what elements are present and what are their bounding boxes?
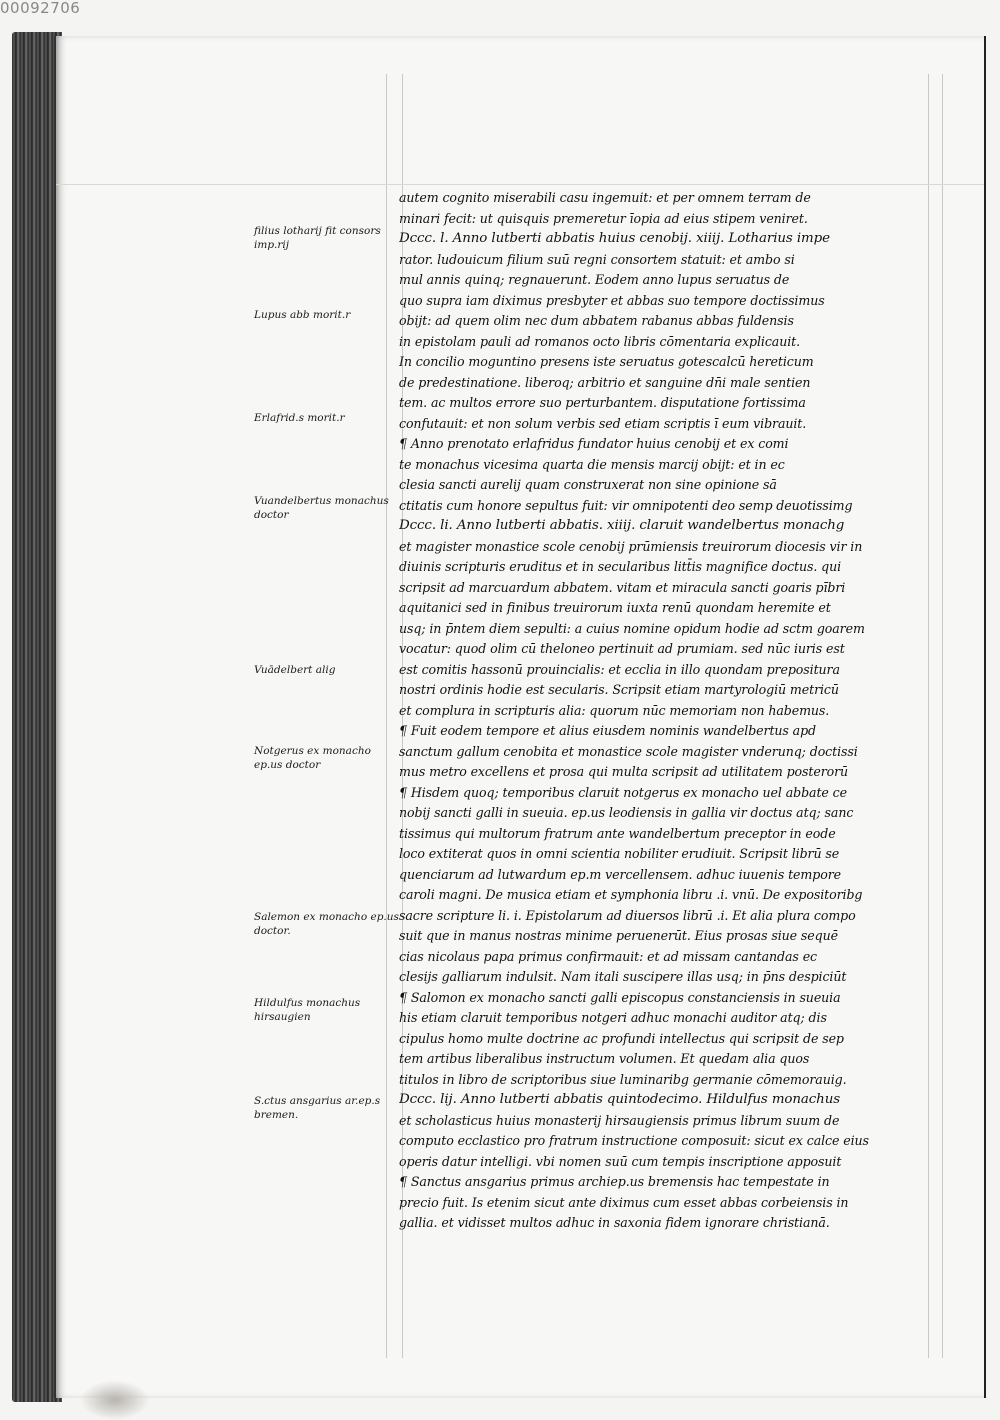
text-line: cipulus homo multe doctrine ac profundi intellectus qui scripsit de sep xyxy=(399,1030,844,1046)
text-line: obijt: ad quem olim nec dum abbatem rabanus abbas fuldensis xyxy=(399,313,794,328)
text-line: scripsit ad marcuardum abbatem. vitam et miracula sancti goaris pībri xyxy=(399,579,846,595)
text-line: et scholasticus huius monasterij hirsaugiensis primus librum suum de xyxy=(399,1112,840,1128)
text-line: clesia sancti aurelij quam construxerat non sine opinione sā xyxy=(399,477,777,492)
text-line: ¶ Fuit eodem tempore et alius eiusdem nominis wandelbertus apd xyxy=(399,723,817,738)
margin-note: Salemon ex monacho ep.us doctor. xyxy=(254,911,399,937)
text-line: computo ecclastico pro fratrum instructione composuit: sicut ex calce eius xyxy=(399,1133,869,1148)
text-line: precio fuit. Is etenim sicut ante diximus cum esset abbas corbeiensis in xyxy=(399,1194,849,1210)
text-line: titulos in libro de scriptoribus siue luminaribg germanie cōmemorauig. xyxy=(399,1071,847,1087)
text-line: operis datur intelligi. vbi nomen suū cum tempis inscriptione apposuit xyxy=(399,1153,842,1169)
ruling-line xyxy=(386,74,387,1358)
text-line: est comitis hassonū prouincialis: et ecclia in illo quondam prepositura xyxy=(399,661,840,677)
text-line: in epistolam pauli ad romanos octo libris cōmentaria explicauit. xyxy=(399,333,801,349)
text-line: ctitatis cum honore sepultus fuit: vir omnipotenti deo semp deuotissimg xyxy=(399,497,853,513)
text-line: gallia. et vidisset multos adhuc in saxonia fidem ignorare christianā. xyxy=(399,1215,830,1230)
ruling-line xyxy=(56,184,984,185)
text-line: ¶ Hisdem quoq; temporibus claruit notgerus ex monacho uel abbate ce xyxy=(399,784,847,800)
text-line: his etiam claruit temporibus notgeri adhuc monachi auditor atq; dis xyxy=(399,1010,827,1025)
text-line: nobij sancti galli in sueuia. ep.us leodiensis in gallia vir doctus atq; sanc xyxy=(399,805,854,820)
text-line: loco extiterat quos in omni scientia nobiliter erudiuit. Scripsit librū se xyxy=(399,846,840,861)
scan-id-label: 00092706 xyxy=(0,0,81,17)
margin-note: Notgerus ex monacho ep.us doctor xyxy=(254,745,371,771)
text-line: diuinis scripturis eruditus et in secularibus litt̄is magnifice doctus. qui xyxy=(399,559,842,574)
text-line: autem cognito miserabili casu ingemuit: et per omnem terram de xyxy=(399,190,811,205)
text-line: rator. ludouicum filium suū regni consortem statuit: et ambo si xyxy=(399,251,795,267)
margin-note: Vuādelbert alig xyxy=(254,664,336,676)
text-line: mus metro excellens et prosa qui multa scripsit ad utilitatem posterorū xyxy=(399,764,849,779)
margin-note: filius lotharij fit consors imp.rij xyxy=(254,225,381,251)
text-line: minari fecit: ut quisquis premeretur īopia ad eius stipem veniret. xyxy=(399,210,808,226)
text-line: suit que in manus nostras minime peruenerūt. Eius prosas siue sequē xyxy=(399,928,838,943)
text-line: quenciarum ad lutwardum ep.m vercellensem. adhuc iuuenis tempore xyxy=(399,866,841,882)
text-line: mul annis quinq; regnauerunt. Eodem anno lupus seruatus de xyxy=(399,272,790,287)
text-line: confutauit: et non solum verbis sed etiam scriptis ī eum vibrauit. xyxy=(399,415,807,431)
text-line: quo supra iam diximus presbyter et abbas suo tempore doctissimus xyxy=(399,292,825,308)
text-line: cias nicolaus papa primus confirmauit: et ad missam cantandas ec xyxy=(399,948,818,964)
text-line: caroli magni. De musica etiam et symphonia libru .i. vnū. De expositoribg xyxy=(399,887,863,902)
manuscript-page xyxy=(54,36,986,1398)
text-line: vocatur: quod olim cū theloneo pertinuit ad prumiam. sed nūc iuris est xyxy=(399,641,845,656)
text-line: Dccc. lij. Anno lutberti abbatis quintodecimo. Hildulfus monachus xyxy=(399,1092,841,1107)
text-line: te monachus vicesima quarta die mensis marcij obijt: et in ec xyxy=(399,456,785,472)
text-line: clesijs galliarum indulsit. Nam itali suscipere illas usq; in p̄ns despiciūt xyxy=(399,969,847,984)
text-line: tem artibus liberalibus instructum volumen. Et quedam alia quos xyxy=(399,1051,810,1066)
text-line: ¶ Anno prenotato erlafridus fundator huius cenobij et ex comi xyxy=(399,436,789,451)
margin-note: Erlafrid.s morit.r xyxy=(254,412,345,424)
margin-note: S.ctus ansgarius ar.ep.s bremen. xyxy=(254,1095,381,1121)
text-line: In concilio moguntino presens iste seruatus gotescalcū hereticum xyxy=(399,354,814,369)
text-line: tissimus qui multorum fratrum ante wandelbertum preceptor in eode xyxy=(399,825,836,841)
thumb-shadow xyxy=(80,1380,150,1420)
text-line: ¶ Salomon ex monacho sancti galli episcopus constanciensis in sueuia xyxy=(399,989,841,1005)
text-line: nostri ordinis hodie est secularis. Scripsit etiam martyrologiū metricū xyxy=(399,682,839,697)
text-line: Dccc. l. Anno lutberti abbatis huius cenobij. xiiij. Lotharius impe xyxy=(399,231,830,246)
margin-note: Lupus abb morit.r xyxy=(254,309,351,321)
text-line: et magister monastice scole cenobij prūmiensis treuirorum diocesis vir in xyxy=(399,538,863,554)
text-line: usq; in p̄ntem diem sepulti: a cuius nomine opidum hodie ad sctm goarem xyxy=(399,620,865,636)
ruling-line xyxy=(942,74,943,1358)
text-line: et complura in scripturis alia: quorum nūc memoriam non habemus. xyxy=(399,702,830,718)
text-line: Dccc. li. Anno lutberti abbatis. xiiij. claruit wandelbertus monachg xyxy=(399,518,845,533)
text-line: aquitanici sed in finibus treuirorum iuxta renū quondam heremite et xyxy=(399,600,831,615)
text-line: tem. ac multos errore suo perturbantem. disputatione fortissima xyxy=(399,395,806,410)
margin-note: Vuandelbertus monachus doctor xyxy=(254,495,389,521)
text-line: sacre scripture li. i. Epistolarum ad diuersos librū .i. Et alia plura compo xyxy=(399,907,856,923)
text-line: ¶ Sanctus ansgarius primus archiep.us bremensis hac tempestate in xyxy=(399,1174,830,1189)
text-line: sanctum gallum cenobita et monastice scole magister vnderunq; doctissi xyxy=(399,743,858,759)
margin-note: Hildulfus monachus hirsaugien xyxy=(254,997,361,1023)
main-text-block xyxy=(399,188,939,1234)
text-line: de predestinatione. liberoq; arbitrio et sanguine dn̄i male sentien xyxy=(399,374,811,390)
